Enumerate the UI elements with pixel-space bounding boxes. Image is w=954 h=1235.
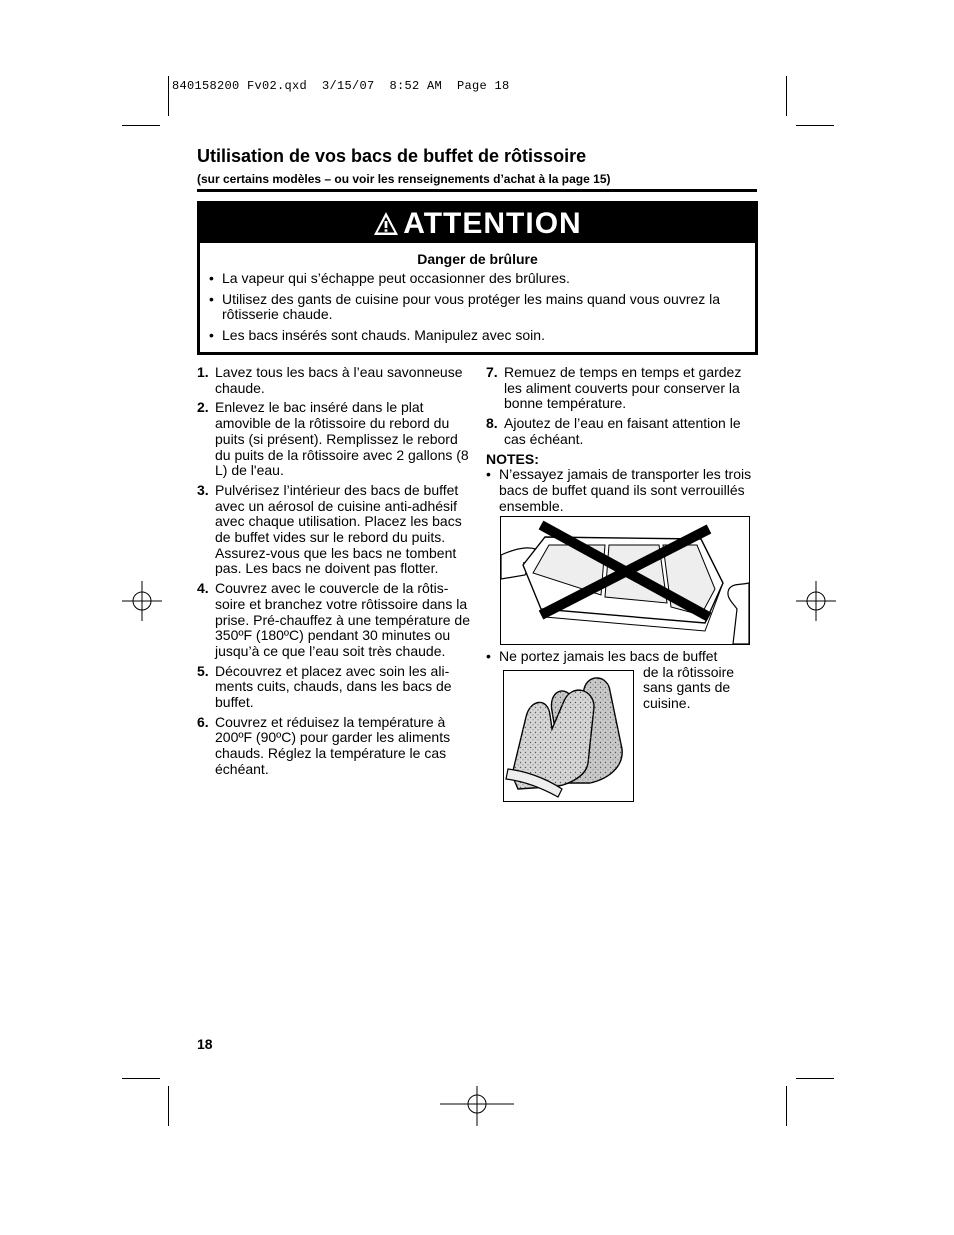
warning-item: • Utilisez des gants de cuisine pour vous protéger les mains quand vous ouvrez la rôtisserie chaude.	[200, 292, 755, 322]
crop-mark	[796, 125, 834, 126]
step-item	[197, 581, 472, 660]
crossed-buffet-pans-icon	[501, 517, 749, 644]
step-text: Remuez de temps en temps et gardez les aliment couverts pour conserver la bonne température.	[504, 364, 742, 412]
warning-list	[200, 271, 755, 343]
note-item: • N’essayez jamais de transporter les trois bacs de buffet quand ils sont verrouillés ensemble.	[486, 467, 756, 514]
step-number: 1.	[197, 364, 209, 380]
instructions-right-column	[486, 365, 756, 514]
note-line: de la rôtissoire sans gants de cuisine.	[643, 663, 735, 712]
warning-heading: Danger de brûlure	[417, 251, 538, 267]
step-item	[197, 400, 472, 479]
crop-mark	[122, 125, 160, 126]
step-item	[197, 365, 472, 396]
step-text: Couvrez et réduisez la température à 200ºF (90ºC) pour garder les aliments chauds. Réglez la température le cas échéant.	[215, 713, 451, 777]
notes-heading: NOTES:	[486, 450, 539, 467]
registration-mark-right	[796, 581, 836, 621]
warning-triangle-icon	[373, 211, 399, 237]
step-item	[197, 715, 472, 778]
crop-mark	[796, 1078, 834, 1079]
step-number: 4.	[197, 580, 209, 597]
oven-mitt-icon	[504, 671, 633, 801]
step-item	[486, 416, 756, 447]
step-number: 8.	[486, 415, 498, 432]
page-subtitle: (sur certains modèles – ou voir les renseignements d’achat à la page 15)	[197, 172, 611, 186]
page-number: 18	[197, 1036, 213, 1052]
buffet-pans-illustration	[500, 516, 750, 645]
warning-banner	[200, 204, 755, 243]
step-number: 3.	[197, 481, 209, 498]
step-item	[486, 365, 756, 412]
warning-label: ATTENTION	[403, 206, 582, 240]
warning-item: • Les bacs insérés sont chauds. Manipulez avec soin.	[200, 328, 755, 343]
crop-mark	[168, 76, 169, 116]
crop-mark	[786, 1086, 787, 1126]
registration-mark-left	[122, 581, 162, 621]
file-slug: 840158200 Fv02.qxd 3/15/07 8:52 AM Page 18	[172, 79, 510, 93]
step-text: Pulvérisez l’intérieur des bacs de buffet avec un aérosol de cuisine anti-adhésif avec chaque utilisation. Placez les bacs de buffet vides sur le rebord du puits. Assurez-vous que les bacs ne tombent pas. Les bacs ne doivent pas flotter.	[215, 481, 462, 577]
registration-mark-bottom	[440, 1086, 514, 1126]
crop-mark	[168, 1086, 169, 1126]
step-number: 5.	[197, 662, 209, 679]
crop-mark	[122, 1078, 160, 1079]
instructions-left-column	[197, 365, 472, 782]
step-number: 6.	[197, 713, 209, 730]
warning-box	[197, 201, 758, 355]
warning-item: • La vapeur qui s’échappe peut occasionner des brûlures.	[200, 271, 755, 286]
step-text: Lavez tous les bacs à l’eau savonneuse chaude.	[215, 364, 463, 396]
crop-mark	[786, 76, 787, 116]
step-text: Enlevez le bac inséré dans le plat amovible de la rôtissoire du rebord du puits (si présent). Remplissez le rebord du puits de la rôtissoire avec 2 gallons (8 L) de l'eau.	[215, 399, 469, 479]
step-text: Ajoutez de l’eau en faisant attention le cas échéant.	[504, 415, 741, 447]
step-item	[197, 483, 472, 577]
step-number: 2.	[197, 399, 209, 416]
title-rule	[197, 189, 757, 192]
step-number: 7.	[486, 364, 498, 380]
note-line: • Ne portez jamais les bacs de buffet	[486, 649, 756, 665]
step-item	[197, 664, 472, 711]
step-text: Couvrez avec le couvercle de la rôtissoire et branchez votre rôtissoire dans la prise. Pré-chauffez à une température de 350ºF (180ºC) pendant 30 minutes ou jusqu’à ce que l’eau soit très chaude.	[215, 580, 471, 659]
page-title: Utilisation de vos bacs de buffet de rôtissoire	[197, 146, 587, 166]
oven-mitts-illustration	[503, 670, 634, 802]
step-text: Découvrez et placez avec soin les aliments cuits, chauds, dans les bacs de buffet.	[215, 662, 452, 711]
